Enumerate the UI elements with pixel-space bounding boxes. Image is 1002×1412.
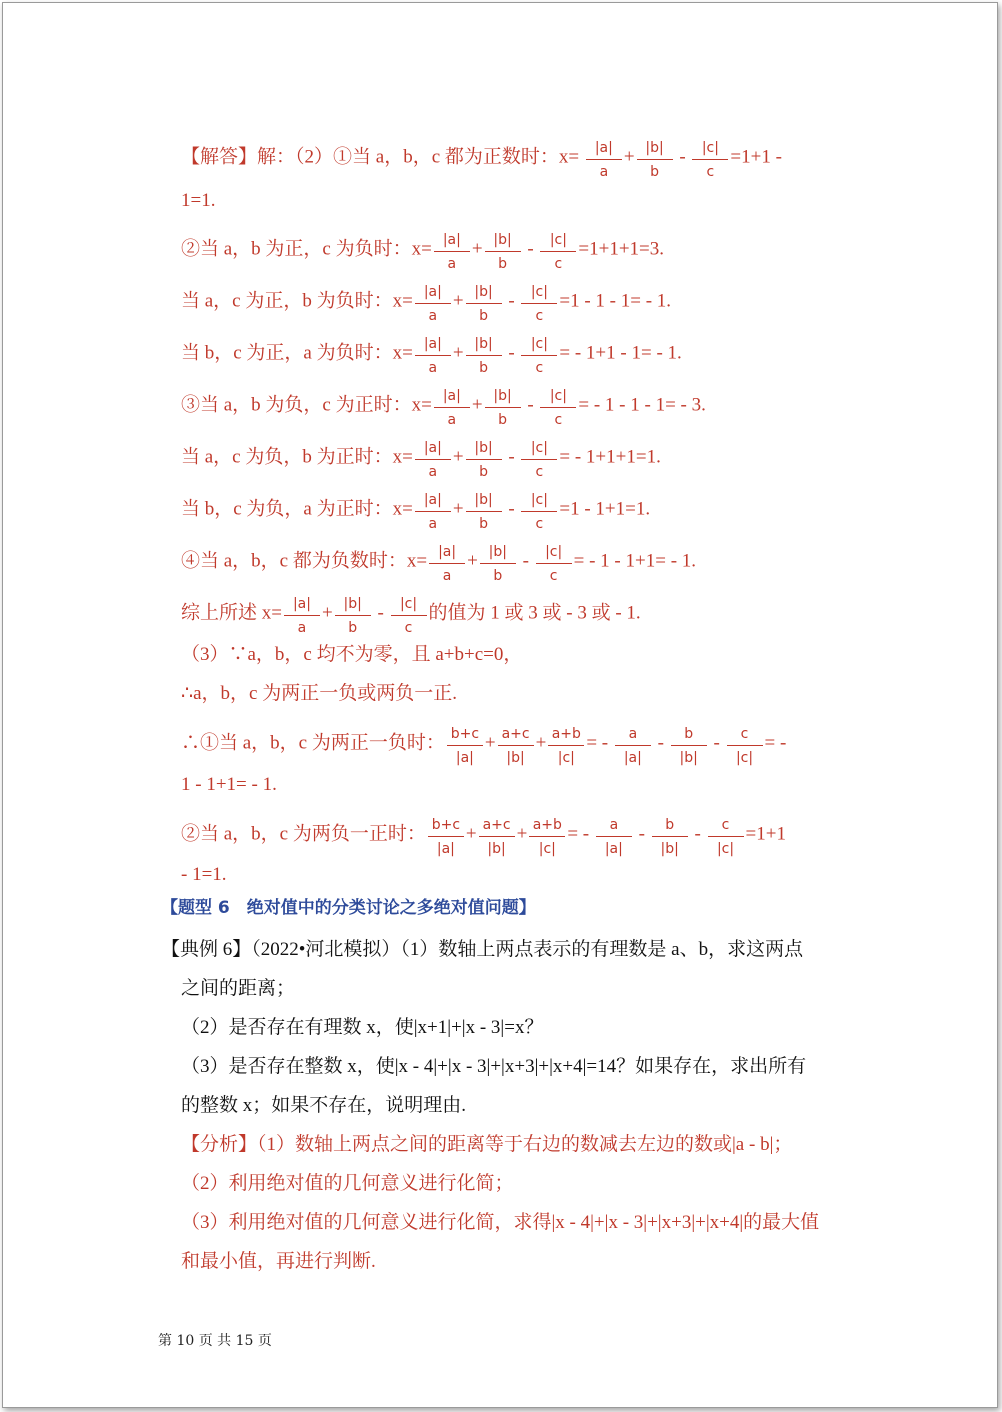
analysis-line-2: （2）利用绝对值的几何意义进行化简； xyxy=(181,1173,514,1194)
fraction: $\frac{a+b}{|c|}$ xyxy=(529,816,565,858)
solution-line-16: - 1=1. xyxy=(181,864,227,885)
document-page xyxy=(2,2,998,1408)
analysis-line-1: 【分析】（1）数轴上两点之间的距离等于右边的数减去左边的数或|a - b|； xyxy=(181,1134,793,1155)
fraction: $\frac{|c|}{c}$ xyxy=(521,283,557,325)
fraction: $\frac{|c|}{c}$ xyxy=(692,139,728,181)
fraction: $\frac{a+b}{|c|}$ xyxy=(548,725,584,767)
example-question-1: 【典例 6】（2022•河北模拟）（1）数轴上两点表示的有理数是 a、b，求这两点 xyxy=(161,939,804,960)
fraction: $\frac{|a|}{a}$ xyxy=(415,491,451,533)
fraction: $\frac{|b|}{b}$ xyxy=(335,595,371,637)
fraction: $\frac{|a|}{a}$ xyxy=(284,595,320,637)
solution-line-9: ④当 a，b，c 都为负数时：x= $\frac{|a|}{a}$ + $\frac{|b|}{b}$ - $\frac{|c|}{c}$ = - 1 - 1+1= - 1. xyxy=(181,544,697,584)
fraction: $\frac{|a|}{a}$ xyxy=(429,543,465,585)
fraction: $\frac{|c|}{c}$ xyxy=(536,543,572,585)
fraction: $\frac{|b|}{b}$ xyxy=(637,139,673,181)
fraction: $\frac{a+c}{|b|}$ xyxy=(498,725,534,767)
fraction: $\frac{|c|}{c}$ xyxy=(521,335,557,377)
solution-line-3: ②当 a，b 为正，c 为负时：x= $\frac{|a|}{a}$ + $\frac{|b|}{b}$ - $\frac{|c|}{c}$ =1+1+1=3. xyxy=(181,232,665,272)
solution-line-2: 1=1. xyxy=(181,190,216,211)
fraction: $\frac{|c|}{c}$ xyxy=(521,439,557,481)
fraction: $\frac{b+c}{|a|}$ xyxy=(447,725,483,767)
page-footer: 第 10 页 共 15 页 xyxy=(158,1333,272,1349)
fraction: $\frac{c}{|c|}$ xyxy=(708,816,744,858)
solution-line-10: 综上所述 x= $\frac{|a|}{a}$ + $\frac{|b|}{b}$ - $\frac{|c|}{c}$ 的值为 1 或 3 或 - 3 或 - 1. xyxy=(181,596,641,636)
solution-line-5: 当 b，c 为正，a 为负时：x= $\frac{|a|}{a}$ + $\frac{|b|}{b}$ - $\frac{|c|}{c}$ = - 1+1 - 1= - 1. xyxy=(181,336,682,376)
example-question-1-cont: 之间的距离； xyxy=(181,978,296,999)
solution-line-7: 当 a，c 为负，b 为正时：x= $\frac{|a|}{a}$ + $\frac{|b|}{b}$ - $\frac{|c|}{c}$ = - 1+1+1=1. xyxy=(181,440,661,480)
fraction: $\frac{|a|}{a}$ xyxy=(415,439,451,481)
fraction: $\frac{|b|}{b}$ xyxy=(485,387,521,429)
fraction: $\frac{|c|}{c}$ xyxy=(540,231,576,273)
fraction: $\frac{|a|}{a}$ xyxy=(415,283,451,325)
solution-line-6: ③当 a，b 为负，c 为正时：x= $\frac{|a|}{a}$ + $\frac{|b|}{b}$ - $\frac{|c|}{c}$ = - 1 - 1 - 1= - 3. xyxy=(181,388,706,428)
fraction: $\frac{b}{|b|}$ xyxy=(652,816,688,858)
fraction: $\frac{|a|}{a}$ xyxy=(434,387,470,429)
solution-line-14: 1 - 1+1= - 1. xyxy=(181,774,277,795)
fraction: $\frac{b+c}{|a|}$ xyxy=(428,816,464,858)
fraction: $\frac{|c|}{c}$ xyxy=(521,491,557,533)
fraction: $\frac{|b|}{b}$ xyxy=(466,439,502,481)
solution-line-13: ∴①当 a，b，c 为两正一负时： $\frac{b+c}{|a|}$ + $\frac{a+c}{|b|}$ + $\frac{a+b}{|c|}$ = - $\frac{a}{|a|}$ - $\frac{b}{|b|}$ - $\frac{c}{|c|}$ = - xyxy=(181,726,787,766)
analysis-line-3: （3）利用绝对值的几何意义进行化简，求得|x - 4|+|x - 3|+|x+3|+|x+4|的最大值 xyxy=(181,1212,820,1233)
fraction: $\frac{a+c}{|b|}$ xyxy=(479,816,515,858)
fraction: $\frac{|a|}{a}$ xyxy=(434,231,470,273)
section-heading: 【题型 6 绝对值中的分类讨论之多绝对值问题】 xyxy=(161,898,536,918)
solution-line-11: （3）∵a，b，c 均不为零，且 a+b+c=0， xyxy=(181,644,523,665)
analysis-line-4: 和最小值，再进行判断. xyxy=(181,1251,376,1272)
fraction: $\frac{|c|}{c}$ xyxy=(391,595,427,637)
solution-line-8: 当 b，c 为负，a 为正时：x= $\frac{|a|}{a}$ + $\frac{|b|}{b}$ - $\frac{|c|}{c}$ =1 - 1+1=1. xyxy=(181,492,651,532)
fraction: $\frac{|b|}{b}$ xyxy=(466,283,502,325)
fraction: $\frac{|b|}{b}$ xyxy=(466,491,502,533)
fraction: $\frac{b}{|b|}$ xyxy=(671,725,707,767)
fraction: $\frac{|a|}{a}$ xyxy=(415,335,451,377)
fraction: $\frac{|a|}{a}$ xyxy=(586,139,622,181)
fraction: $\frac{|b|}{b}$ xyxy=(466,335,502,377)
fraction: $\frac{|b|}{b}$ xyxy=(485,231,521,273)
solution-line-12: ∴a，b，c 为两正一负或两负一正. xyxy=(181,683,457,704)
fraction: $\frac{a}{|a|}$ xyxy=(596,816,632,858)
fraction: $\frac{c}{|c|}$ xyxy=(727,725,763,767)
example-question-2: （2）是否存在有理数 x，使|x+1|+|x - 3|=x？ xyxy=(181,1017,544,1038)
example-question-3: （3）是否存在整数 x，使|x - 4|+|x - 3|+|x+3|+|x+4|=14？如果存在，求出所有 xyxy=(181,1056,807,1077)
fraction: $\frac{|b|}{b}$ xyxy=(480,543,516,585)
fraction: $\frac{|c|}{c}$ xyxy=(540,387,576,429)
fraction: $\frac{a}{|a|}$ xyxy=(615,725,651,767)
text: a，b，c 都为正数时：x= xyxy=(375,146,580,168)
solution-line-4: 当 a，c 为正，b 为负时：x= $\frac{|a|}{a}$ + $\frac{|b|}{b}$ - $\frac{|c|}{c}$ =1 - 1 - 1= - 1. xyxy=(181,284,672,324)
example-question-3-cont: 的整数 x；如果不存在，说明理由. xyxy=(181,1095,467,1116)
text: 【解答】解：（2）①当 xyxy=(181,146,372,168)
solution-line-1: 【解答】解：（2）①当 a，b，c 都为正数时：x= $\frac{|a|}{a}$ + $\frac{|b|}{b}$ - $\frac{|c|}{c}$ =1+1 - xyxy=(181,140,782,180)
solution-line-15: ②当 a，b，c 为两负一正时： $\frac{b+c}{|a|}$ + $\frac{a+c}{|b|}$ + $\frac{a+b}{|c|}$ = - $\frac{a}{|a|}$ - $\frac{b}{|b|}$ - $\frac{c}{|c|}$ =1+1 xyxy=(181,817,786,857)
